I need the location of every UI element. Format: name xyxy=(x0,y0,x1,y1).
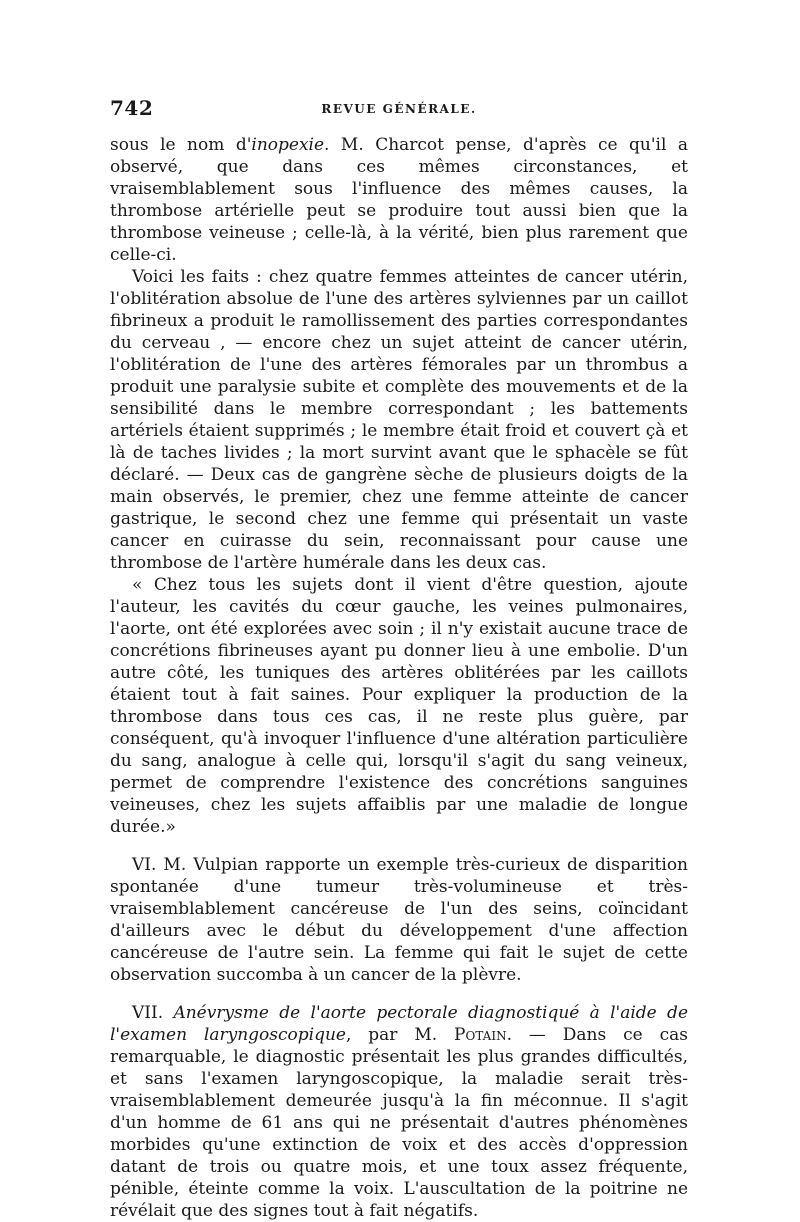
document-page xyxy=(110,96,688,1222)
paragraph-section-vi: VI. M. Vulpian rapporte un exemple très-curieux de disparition spontanée d'une tumeur très-volumineuse et très-vraisemblablement cancéreuse de l'un des seins, coïncidant d'ailleurs avec le début du développement d'une affection cancéreuse de l'autre sein. La femme qui fait le sujet de cette observation succomba à un cancer de la plèvre. xyxy=(110,855,688,985)
paragraph-facts: Voici les faits : chez quatre femmes atteintes de cancer utérin, l'oblitération absolue de l'une des artères sylviennes par un caillot fibrineux a produit le ramollissement des parties correspondantes du cerveau , — encore chez un sujet atteint de cancer utérin, l'oblitération de l'une des artères fémorales par un thrombus a produit une paralysie subite et complète des mouvements et de la sensibilité dans le membre correspondant ; les battements artériels étaient supprimés ; le membre était froid et couvert çà et là de taches livides ; la mort survint avant que le sphacèle se fût déclaré. — Deux cas de gangrène sèche de plusieurs doigts de la main observés, le premier, chez une femme atteinte de cancer gastrique, le second chez une femme qui présentait un vaste cancer en cuirasse du sein, reconnaissant pour cause une thrombose de l'artère humérale dans les deux cas. xyxy=(110,267,688,573)
paragraph-text: , par M. xyxy=(345,1025,455,1045)
section-gap xyxy=(110,986,688,994)
paragraph-inopexie xyxy=(110,134,688,266)
section-number: VII. xyxy=(132,1003,174,1023)
section-gap xyxy=(110,838,688,846)
page-header xyxy=(110,96,688,126)
italic-term: inopexie xyxy=(251,135,325,155)
paragraph-text: . — Dans ce cas remarquable, le diagnostic présentait les plus grandes difficultés, et sans l'examen laryngoscopique, la maladie serait très-vraisemblablement demeurée jusqu'à la fin méconnue. Il s'agit d'un homme de 61 ans qui ne présentait d'autres phénomènes morbides qu'une extinction de voix et des accès d'oppression datant de trois ou quatre mois, et une toux assez fréquente, pénible, éteinte comme la voix. L'auscultation de la poitrine ne révélait que des signes tout à fait négatifs. xyxy=(110,1025,688,1221)
paragraph-quote: « Chez tous les sujets dont il vient d'être question, ajoute l'auteur, les cavités du cœur gauche, les veines pulmonaires, l'aorte, ont été explorées avec soin ; il n'y existait aucune trace de concrétions fibrineuses ayant pu donner lieu à une embolie. D'un autre côté, les tuniques des artères oblitérées par les caillots étaient tout à fait saines. Pour expliquer la production de la thrombose dans tous ces cas, il ne reste plus guère, par conséquent, qu'à invoquer l'influence d'une altération particulière du sang, analogue à celle qui, lorsqu'il s'agit du sang veineux, permet de comprendre l'existence des concrétions sanguines veineuses, chez les sujets affaiblis par une maladie de longue durée.» xyxy=(110,575,688,837)
author-name: Potain xyxy=(454,1025,507,1045)
paragraph-text: . M. Charcot pense, d'après ce qu'il a observé, que dans ces mêmes circonstances, et vraisemblablement sous l'influence des mêmes causes, la thrombose artérielle peut se produire tout aussi bien que la thrombose veineuse ; celle-là, à la vérité, bien plus rarement que celle-ci. xyxy=(110,135,688,265)
page-number: 742 xyxy=(110,96,154,120)
section-title: Anévrysme de l'aorte pectorale diagnostiqué à l'aide de l'examen laryngoscopique xyxy=(110,1003,689,1045)
paragraph-text: sous le nom d' xyxy=(110,135,252,155)
running-title: REVUE GÉNÉRALE. xyxy=(321,102,477,116)
paragraph-section-vii xyxy=(110,1002,688,1222)
